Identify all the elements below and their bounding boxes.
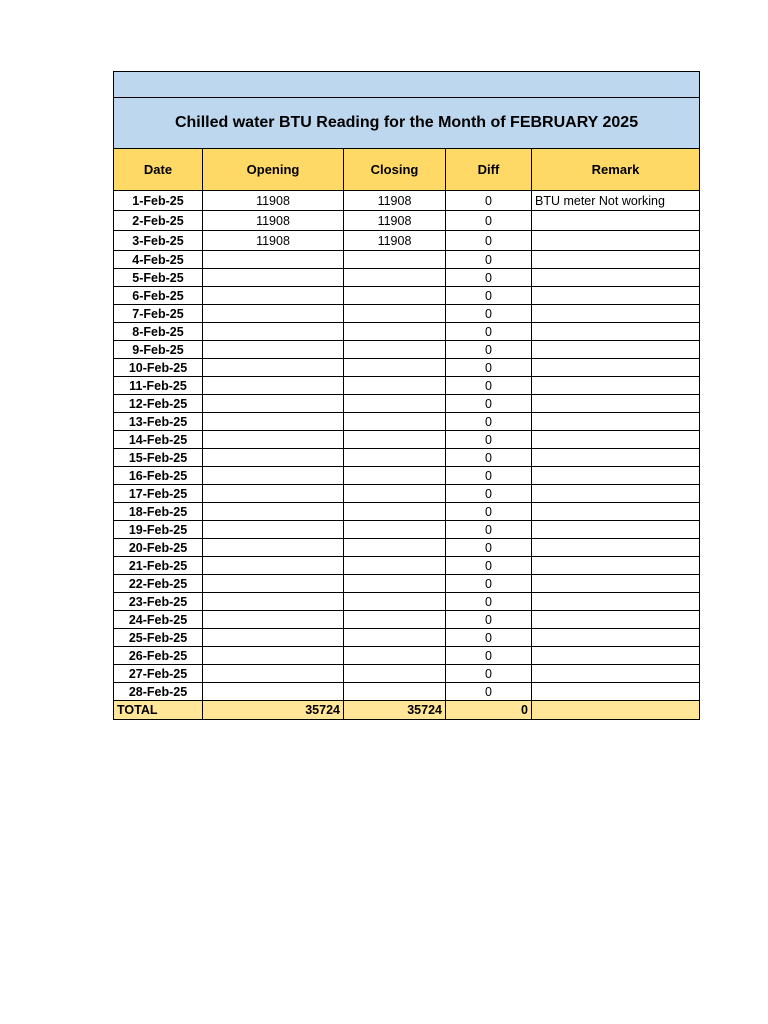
- diff-cell: 0: [446, 323, 532, 341]
- opening-cell: [203, 503, 344, 521]
- opening-cell: [203, 647, 344, 665]
- table-row: [114, 305, 700, 323]
- date-cell: 17-Feb-25: [114, 485, 203, 503]
- closing-cell: [344, 611, 446, 629]
- date-cell: 16-Feb-25: [114, 467, 203, 485]
- date-cell: 6-Feb-25: [114, 287, 203, 305]
- date-cell: 12-Feb-25: [114, 395, 203, 413]
- table-row: [114, 539, 700, 557]
- closing-cell: [344, 395, 446, 413]
- remark-cell: [532, 341, 700, 359]
- remark-cell: [532, 521, 700, 539]
- opening-cell: [203, 413, 344, 431]
- opening-cell: [203, 269, 344, 287]
- opening-cell: [203, 665, 344, 683]
- table-row: [114, 323, 700, 341]
- closing-cell: [344, 557, 446, 575]
- remark-cell: [532, 395, 700, 413]
- table-row: [114, 413, 700, 431]
- diff-cell: 0: [446, 575, 532, 593]
- diff-cell: 0: [446, 467, 532, 485]
- opening-cell: 11908: [203, 231, 344, 251]
- remark-cell: [532, 539, 700, 557]
- diff-cell: 0: [446, 593, 532, 611]
- table-row: [114, 629, 700, 647]
- opening-cell: [203, 557, 344, 575]
- header-closing: Closing: [344, 149, 446, 191]
- date-cell: 19-Feb-25: [114, 521, 203, 539]
- remark-cell: [532, 287, 700, 305]
- diff-cell: 0: [446, 665, 532, 683]
- diff-cell: 0: [446, 211, 532, 231]
- diff-cell: 0: [446, 485, 532, 503]
- date-cell: 18-Feb-25: [114, 503, 203, 521]
- opening-cell: [203, 539, 344, 557]
- table-row: [114, 575, 700, 593]
- table-row: [114, 191, 700, 211]
- diff-cell: 0: [446, 557, 532, 575]
- closing-cell: [344, 485, 446, 503]
- closing-cell: [344, 377, 446, 395]
- remark-cell: [532, 593, 700, 611]
- closing-cell: [344, 251, 446, 269]
- header-remark: Remark: [532, 149, 700, 191]
- opening-cell: [203, 323, 344, 341]
- table-row: [114, 431, 700, 449]
- closing-cell: 11908: [344, 191, 446, 211]
- remark-cell: [532, 251, 700, 269]
- remark-cell: [532, 323, 700, 341]
- diff-cell: 0: [446, 611, 532, 629]
- diff-cell: 0: [446, 269, 532, 287]
- remark-cell: [532, 269, 700, 287]
- diff-cell: 0: [446, 431, 532, 449]
- date-cell: 13-Feb-25: [114, 413, 203, 431]
- date-cell: 21-Feb-25: [114, 557, 203, 575]
- sheet-title: Chilled water BTU Reading for the Month of FEBRUARY 2025: [114, 98, 700, 149]
- diff-cell: 0: [446, 377, 532, 395]
- table-row: [114, 503, 700, 521]
- table-body: [114, 72, 700, 191]
- diff-cell: 0: [446, 287, 532, 305]
- opening-cell: [203, 629, 344, 647]
- date-cell: 11-Feb-25: [114, 377, 203, 395]
- date-cell: 5-Feb-25: [114, 269, 203, 287]
- closing-cell: [344, 413, 446, 431]
- date-cell: 9-Feb-25: [114, 341, 203, 359]
- opening-cell: [203, 467, 344, 485]
- date-cell: 14-Feb-25: [114, 431, 203, 449]
- closing-cell: [344, 593, 446, 611]
- opening-cell: [203, 683, 344, 701]
- table-row: [114, 557, 700, 575]
- total-opening: 35724: [203, 701, 344, 720]
- closing-cell: [344, 323, 446, 341]
- diff-cell: 0: [446, 647, 532, 665]
- date-cell: 10-Feb-25: [114, 359, 203, 377]
- table-row: [114, 665, 700, 683]
- table-row: [114, 467, 700, 485]
- top-band-cell: [114, 72, 700, 98]
- closing-cell: [344, 449, 446, 467]
- closing-cell: [344, 287, 446, 305]
- remark-cell: [532, 503, 700, 521]
- remark-cell: [532, 359, 700, 377]
- table-row: [114, 611, 700, 629]
- diff-cell: 0: [446, 395, 532, 413]
- table-row: [114, 395, 700, 413]
- table-row: [114, 231, 700, 251]
- date-cell: 26-Feb-25: [114, 647, 203, 665]
- diff-cell: 0: [446, 251, 532, 269]
- remark-cell: [532, 211, 700, 231]
- date-cell: 25-Feb-25: [114, 629, 203, 647]
- opening-cell: [203, 485, 344, 503]
- remark-cell: [532, 611, 700, 629]
- table-row: [114, 593, 700, 611]
- total-label: TOTAL: [114, 701, 203, 720]
- date-cell: 1-Feb-25: [114, 191, 203, 211]
- title-row: [114, 98, 700, 149]
- total-closing: 35724: [344, 701, 446, 720]
- total-diff: 0: [446, 701, 532, 720]
- opening-cell: [203, 359, 344, 377]
- top-band-row: [114, 72, 700, 98]
- date-cell: 22-Feb-25: [114, 575, 203, 593]
- header-date: Date: [114, 149, 203, 191]
- remark-cell: [532, 305, 700, 323]
- opening-cell: [203, 287, 344, 305]
- closing-cell: [344, 503, 446, 521]
- table-row: [114, 449, 700, 467]
- date-cell: 4-Feb-25: [114, 251, 203, 269]
- remark-cell: [532, 683, 700, 701]
- remark-cell: [532, 431, 700, 449]
- remark-cell: BTU meter Not working: [532, 191, 700, 211]
- opening-cell: [203, 611, 344, 629]
- remark-cell: [532, 413, 700, 431]
- opening-cell: [203, 449, 344, 467]
- diff-cell: 0: [446, 683, 532, 701]
- closing-cell: [344, 467, 446, 485]
- closing-cell: [344, 647, 446, 665]
- table-row: [114, 269, 700, 287]
- date-cell: 8-Feb-25: [114, 323, 203, 341]
- closing-cell: [344, 629, 446, 647]
- diff-cell: 0: [446, 413, 532, 431]
- closing-cell: [344, 305, 446, 323]
- header-opening: Opening: [203, 149, 344, 191]
- remark-cell: [532, 485, 700, 503]
- total-section: [114, 701, 700, 720]
- diff-cell: 0: [446, 305, 532, 323]
- closing-cell: [344, 683, 446, 701]
- date-cell: 20-Feb-25: [114, 539, 203, 557]
- table-row: [114, 251, 700, 269]
- closing-cell: [344, 575, 446, 593]
- closing-cell: 11908: [344, 211, 446, 231]
- opening-cell: [203, 377, 344, 395]
- closing-cell: [344, 269, 446, 287]
- date-cell: 7-Feb-25: [114, 305, 203, 323]
- closing-cell: [344, 539, 446, 557]
- opening-cell: 11908: [203, 191, 344, 211]
- diff-cell: 0: [446, 629, 532, 647]
- table-row: [114, 485, 700, 503]
- remark-cell: [532, 377, 700, 395]
- total-remark: [532, 701, 700, 720]
- header-diff: Diff: [446, 149, 532, 191]
- table-row: [114, 341, 700, 359]
- table-row: [114, 377, 700, 395]
- diff-cell: 0: [446, 359, 532, 377]
- table-row: [114, 287, 700, 305]
- closing-cell: 11908: [344, 231, 446, 251]
- remark-cell: [532, 647, 700, 665]
- diff-cell: 0: [446, 521, 532, 539]
- diff-cell: 0: [446, 539, 532, 557]
- diff-cell: 0: [446, 503, 532, 521]
- date-cell: 24-Feb-25: [114, 611, 203, 629]
- opening-cell: [203, 575, 344, 593]
- remark-cell: [532, 665, 700, 683]
- remark-cell: [532, 557, 700, 575]
- date-cell: 2-Feb-25: [114, 211, 203, 231]
- closing-cell: [344, 341, 446, 359]
- remark-cell: [532, 575, 700, 593]
- date-cell: 28-Feb-25: [114, 683, 203, 701]
- closing-cell: [344, 431, 446, 449]
- table-row: [114, 683, 700, 701]
- closing-cell: [344, 359, 446, 377]
- closing-cell: [344, 521, 446, 539]
- closing-cell: [344, 665, 446, 683]
- opening-cell: [203, 341, 344, 359]
- remark-cell: [532, 449, 700, 467]
- date-cell: 23-Feb-25: [114, 593, 203, 611]
- diff-cell: 0: [446, 449, 532, 467]
- diff-cell: 0: [446, 231, 532, 251]
- remark-cell: [532, 467, 700, 485]
- table-row: [114, 211, 700, 231]
- opening-cell: 11908: [203, 211, 344, 231]
- date-cell: 27-Feb-25: [114, 665, 203, 683]
- date-cell: 3-Feb-25: [114, 231, 203, 251]
- total-row: [114, 701, 700, 720]
- opening-cell: [203, 395, 344, 413]
- remark-cell: [532, 231, 700, 251]
- table-row: [114, 647, 700, 665]
- header-row: [114, 149, 700, 191]
- remark-cell: [532, 629, 700, 647]
- diff-cell: 0: [446, 341, 532, 359]
- date-cell: 15-Feb-25: [114, 449, 203, 467]
- opening-cell: [203, 251, 344, 269]
- table-row: [114, 359, 700, 377]
- opening-cell: [203, 593, 344, 611]
- opening-cell: [203, 521, 344, 539]
- opening-cell: [203, 305, 344, 323]
- data-rows: [114, 191, 700, 701]
- diff-cell: 0: [446, 191, 532, 211]
- table-row: [114, 521, 700, 539]
- btu-reading-table: [113, 71, 700, 720]
- opening-cell: [203, 431, 344, 449]
